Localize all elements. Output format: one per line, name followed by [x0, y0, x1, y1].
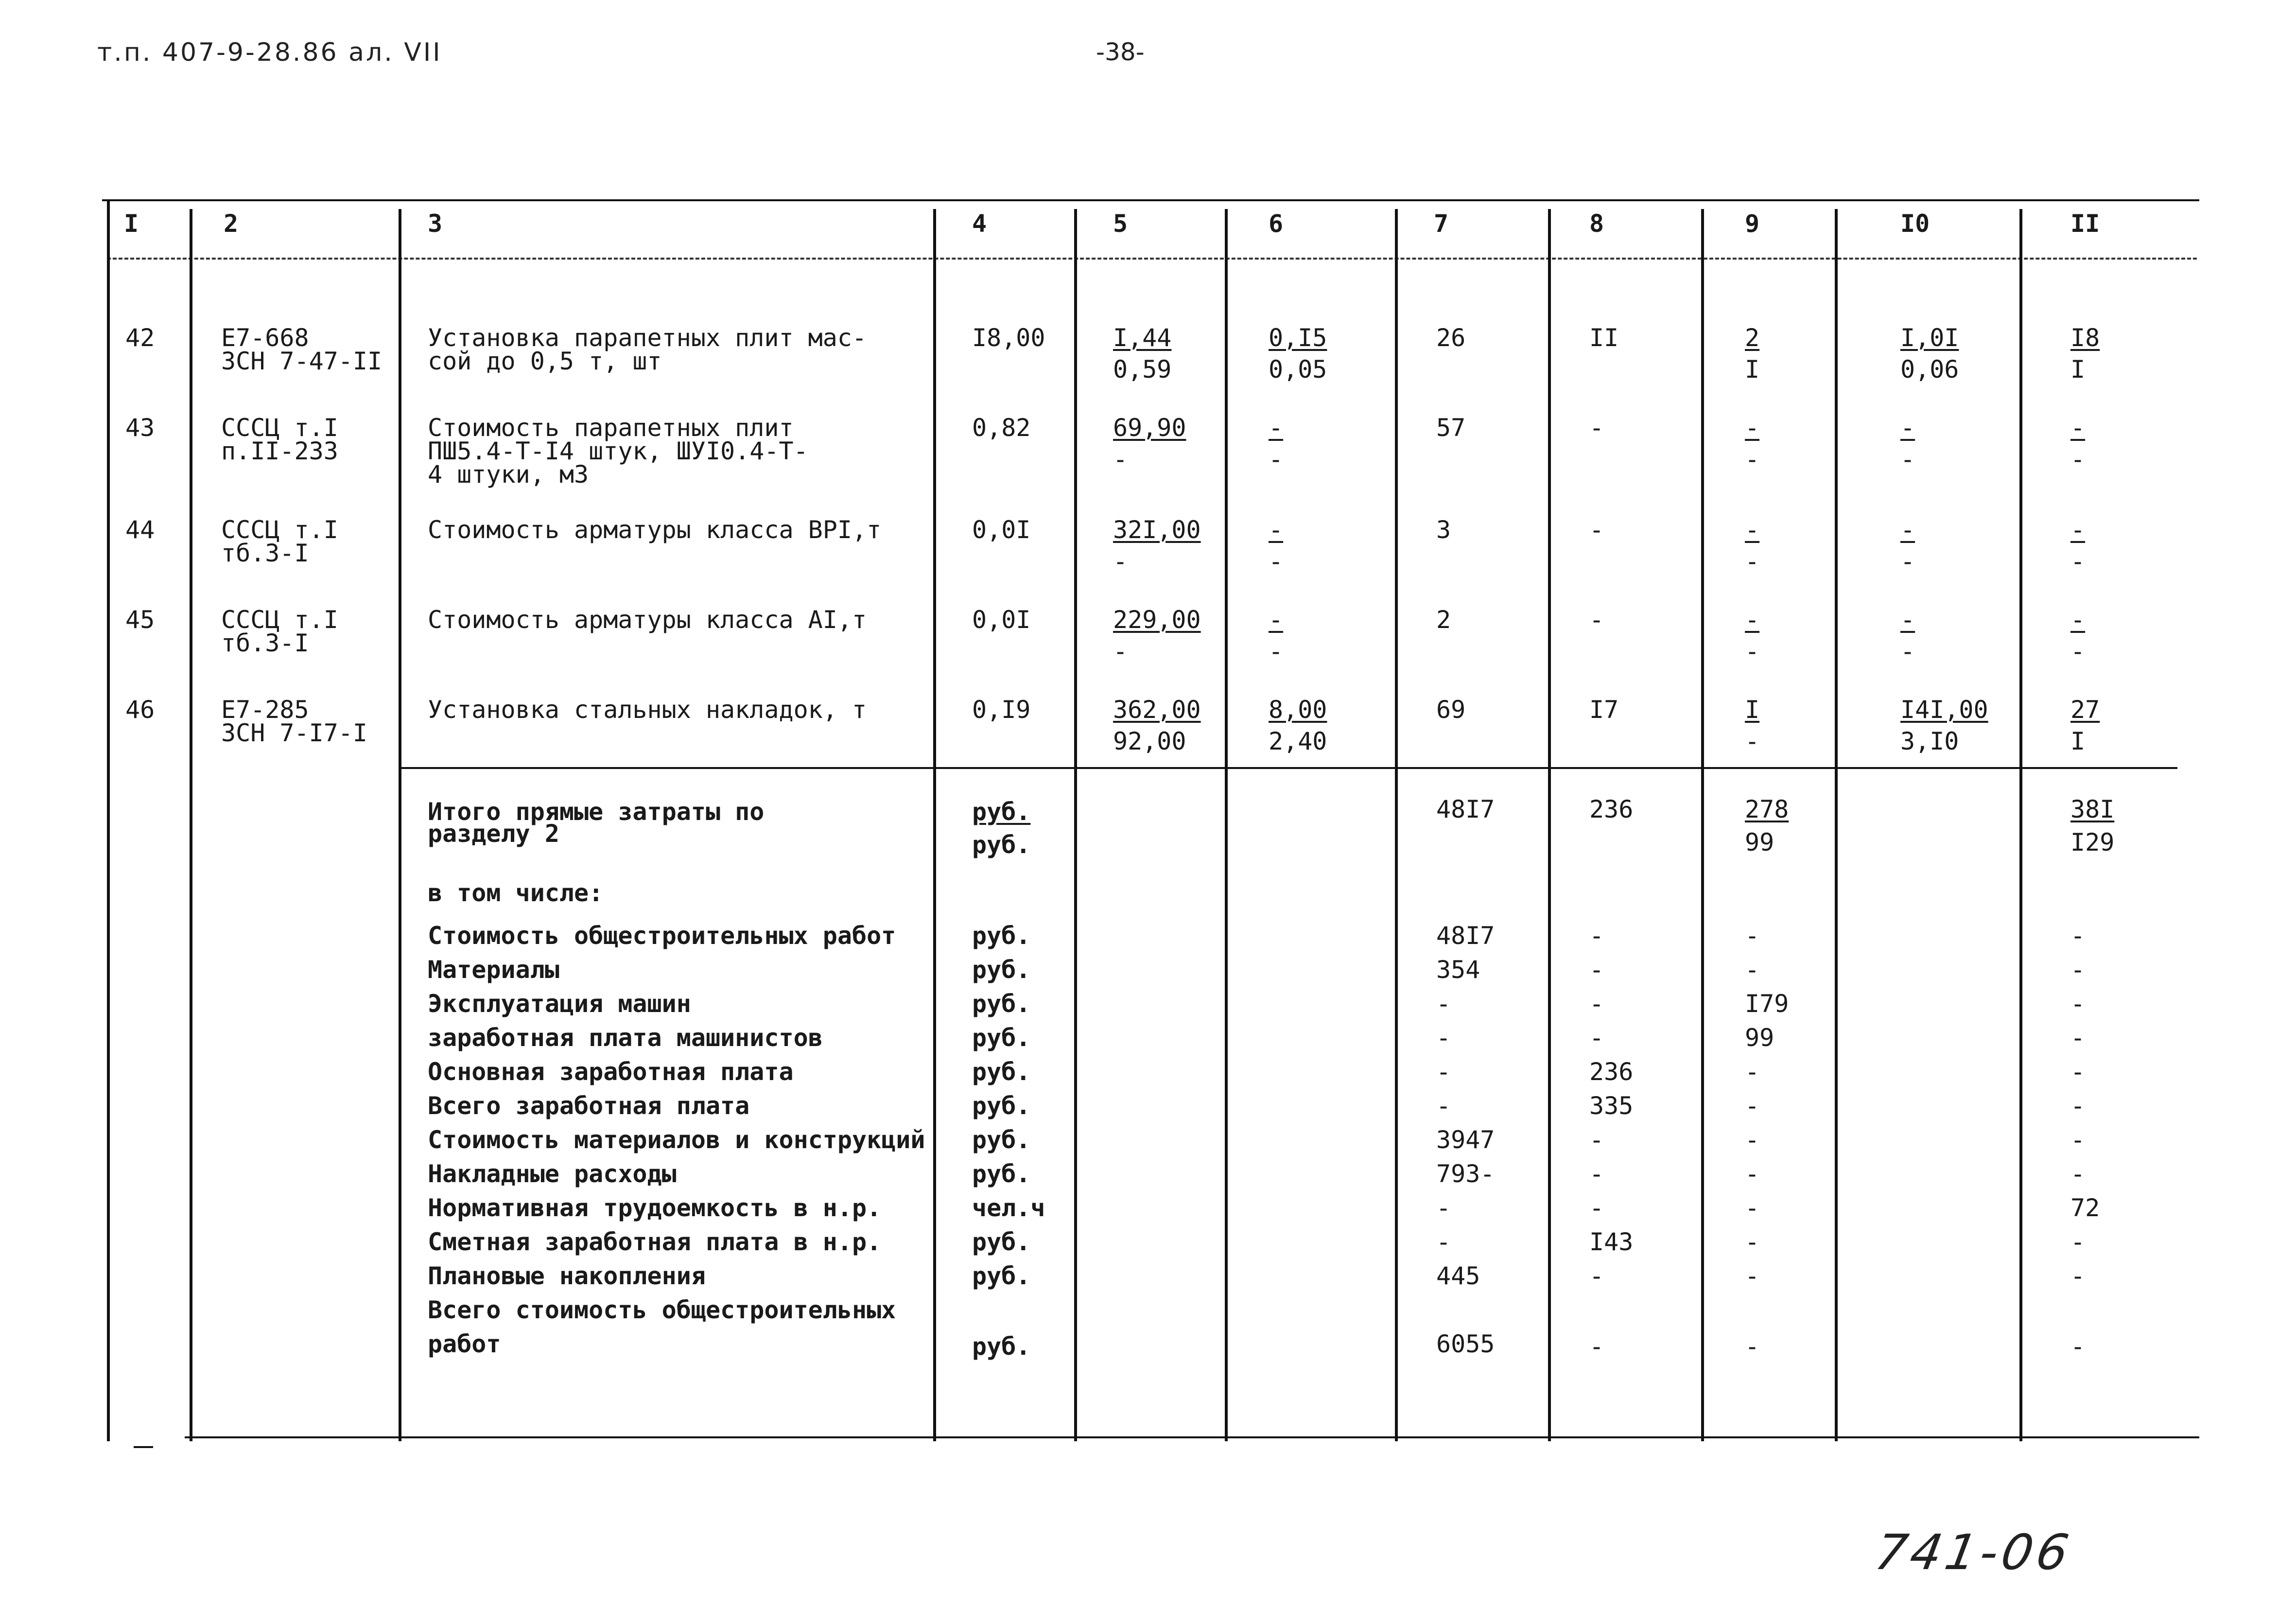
archive-stamp: 741-06: [1871, 1524, 2077, 1581]
summary-c9: -: [1745, 1194, 1760, 1222]
quantity: I8,00: [972, 324, 1045, 352]
summary-c11: -: [2070, 1228, 2086, 1256]
header-col-11: II: [2070, 210, 2100, 238]
price-code: СССЦ т.I: [221, 414, 338, 442]
value-c9-bottom: -: [1745, 727, 1760, 755]
column-divider-6: [1225, 209, 1228, 1441]
summary-c7: -: [1436, 1058, 1451, 1086]
price-code: Е7-285: [221, 696, 309, 724]
quantity: 0,0I: [972, 606, 1031, 634]
value-c11-bottom: -: [2070, 547, 2086, 576]
column-divider-1: [107, 199, 110, 1441]
summary-c7: 48I7: [1436, 922, 1495, 950]
column-divider-8: [1548, 209, 1551, 1441]
value-c10-top: I,0I: [1900, 324, 1959, 352]
value-c10-bottom: -: [1900, 547, 1915, 576]
summary-c11: -: [2070, 1058, 2086, 1086]
summary-c9: I79: [1745, 990, 1789, 1018]
work-name: Установка парапетных плит мас-: [428, 324, 867, 352]
summary-label: Нормативная трудоемкость в н.р.: [428, 1194, 882, 1222]
value-c9-top: -: [1745, 516, 1760, 544]
summary-c7: 354: [1436, 956, 1480, 984]
header-col-10: I0: [1900, 210, 1930, 238]
summary-c7: -: [1436, 1024, 1451, 1052]
summary-label: Материалы: [428, 956, 559, 984]
row-number: 46: [125, 696, 155, 724]
summary-label: Накладные расходы: [428, 1160, 677, 1188]
summary-c11: -: [2070, 1262, 2086, 1290]
column-divider-10: [1835, 209, 1838, 1441]
summary-unit: руб.: [972, 1024, 1031, 1052]
summary-unit: руб.: [972, 1160, 1031, 1188]
header-col-2: 2: [224, 210, 239, 238]
value-c11-top: -: [2070, 414, 2086, 442]
totals-unit: руб.: [972, 798, 1031, 826]
summary-c8: -: [1589, 1194, 1604, 1222]
summary-label: Стоимость материалов и конструкций: [428, 1126, 925, 1154]
summary-c7: -: [1436, 1092, 1451, 1120]
totals-c7: 48I7: [1436, 795, 1495, 823]
final-c11: -: [2070, 1332, 2086, 1361]
summary-c7: 445: [1436, 1262, 1480, 1290]
work-name: Стоимость парапетных плит: [428, 414, 794, 442]
price-code: СССЦ т.I: [221, 516, 338, 544]
summary-label: Плановые накопления: [428, 1262, 706, 1290]
summary-c9: -: [1745, 1058, 1760, 1086]
price-code: ЗСН 7-47-II: [221, 347, 383, 375]
row-number: 44: [125, 516, 155, 544]
column-divider-3: [399, 209, 401, 1441]
value-c8: -: [1589, 516, 1604, 544]
totals-c9-top: 278: [1745, 795, 1789, 823]
summary-label: Основная заработная плата: [428, 1058, 794, 1086]
summary-c9: -: [1745, 1262, 1760, 1290]
value-c10-top: -: [1900, 414, 1915, 442]
value-c9-bottom: -: [1745, 445, 1760, 473]
value-c6-top: 8,00: [1269, 696, 1327, 724]
page-number: -38-: [1096, 38, 1145, 66]
value-c5-bottom: 92,00: [1113, 727, 1186, 755]
totals-title: Итого прямые затраты по: [428, 798, 765, 826]
value-c6-bottom: 0,05: [1269, 355, 1327, 384]
value-c11-top: -: [2070, 606, 2086, 634]
quantity: 0,0I: [972, 516, 1031, 544]
header-col-7: 7: [1434, 210, 1449, 238]
column-divider-7: [1395, 209, 1398, 1441]
summary-unit: руб.: [972, 922, 1031, 950]
summary-c11: -: [2070, 1024, 2086, 1052]
price-code: СССЦ т.I: [221, 606, 338, 634]
header-col-8: 8: [1589, 210, 1604, 238]
header-col-9: 9: [1745, 210, 1760, 238]
summary-c9: -: [1745, 1228, 1760, 1256]
price-code: п.II-233: [221, 437, 338, 465]
value-c8: I7: [1589, 696, 1619, 724]
value-c11-top: 27: [2070, 696, 2100, 724]
summary-c11: 72: [2070, 1194, 2100, 1222]
value-c5-bottom: -: [1113, 445, 1128, 473]
table-top-rule: [102, 199, 2199, 201]
row-number: 42: [125, 324, 155, 352]
value-c6-top: -: [1269, 516, 1284, 544]
price-code: тб.3-I: [221, 629, 309, 657]
value-c9-top: 2: [1745, 324, 1760, 352]
row-number: 45: [125, 606, 155, 634]
value-c9-bottom: I: [1745, 355, 1760, 384]
value-c7: 3: [1436, 516, 1451, 544]
work-name: ПШ5.4-Т-I4 штук, ШУI0.4-Т-: [428, 437, 808, 465]
totals-unit-2: руб.: [972, 831, 1031, 859]
summary-c7: -: [1436, 1228, 1451, 1256]
price-code: тб.3-I: [221, 539, 309, 567]
final-c9: -: [1745, 1332, 1760, 1361]
value-c6-top: -: [1269, 414, 1284, 442]
summary-c8: 335: [1589, 1092, 1634, 1120]
work-name: Установка стальных накладок, т: [428, 696, 867, 724]
including-label: в том числе:: [428, 879, 604, 907]
value-c7: 57: [1436, 414, 1466, 442]
value-c5-top: 32I,00: [1113, 516, 1201, 544]
value-c6-top: 0,I5: [1269, 324, 1327, 352]
value-c6-bottom: -: [1269, 445, 1284, 473]
summary-c8: 236: [1589, 1058, 1634, 1086]
value-c9-top: -: [1745, 606, 1760, 634]
summary-label: Стоимость общестроительных работ: [428, 922, 896, 950]
summary-c9: -: [1745, 1126, 1760, 1154]
value-c5-bottom: -: [1113, 547, 1128, 576]
value-c10-top: I4I,00: [1900, 696, 1988, 724]
price-code: Е7-668: [221, 324, 309, 352]
table-bottom-rule: [185, 1436, 2199, 1438]
value-c10-bottom: 0,06: [1900, 355, 1959, 384]
value-c5-top: 362,00: [1113, 696, 1201, 724]
value-c7: 26: [1436, 324, 1466, 352]
summary-unit: чел.ч: [972, 1194, 1045, 1222]
value-c5-top: I,44: [1113, 324, 1172, 352]
summary-c9: -: [1745, 922, 1760, 950]
value-c11-top: -: [2070, 516, 2086, 544]
value-c11-top: I8: [2070, 324, 2100, 352]
value-c10-bottom: -: [1900, 637, 1915, 665]
summary-c7: 793-: [1436, 1160, 1495, 1188]
column-divider-2: [190, 209, 192, 1441]
price-code: ЗСН 7-I7-I: [221, 719, 368, 747]
totals-c11-top: 38I: [2070, 795, 2115, 823]
summary-unit: руб.: [972, 1228, 1031, 1256]
row-number: 43: [125, 414, 155, 442]
quantity: 0,82: [972, 414, 1031, 442]
final-label-2: работ: [428, 1330, 501, 1358]
summary-c9: 99: [1745, 1024, 1774, 1052]
header-col-5: 5: [1113, 210, 1128, 238]
summary-unit: руб.: [972, 1262, 1031, 1290]
value-c10-bottom: 3,I0: [1900, 727, 1959, 755]
summary-c8: I43: [1589, 1228, 1634, 1256]
summary-c9: -: [1745, 1092, 1760, 1120]
summary-unit: руб.: [972, 1058, 1031, 1086]
value-c9-top: -: [1745, 414, 1760, 442]
value-c11-bottom: I: [2070, 727, 2086, 755]
totals-title-2: разделу 2: [428, 820, 559, 848]
header-col-3: 3: [428, 210, 443, 238]
summary-c11: -: [2070, 1160, 2086, 1188]
summary-c8: -: [1589, 1024, 1604, 1052]
header-col-4: 4: [972, 210, 987, 238]
value-c8: II: [1589, 324, 1619, 352]
work-name: сой до 0,5 т, шт: [428, 347, 662, 375]
summary-label: заработная плата машинистов: [428, 1024, 823, 1052]
summary-c11: -: [2070, 922, 2086, 950]
value-c9-bottom: -: [1745, 637, 1760, 665]
work-name: Стоимость арматуры класса ВРI,т: [428, 516, 882, 544]
value-c6-top: -: [1269, 606, 1284, 634]
summary-label: Эксплуатация машин: [428, 990, 691, 1018]
summary-unit: руб.: [972, 990, 1031, 1018]
summary-c8: -: [1589, 956, 1604, 984]
totals-c9-bottom: 99: [1745, 828, 1774, 856]
value-c9-top: I: [1745, 696, 1760, 724]
summary-unit: руб.: [972, 1092, 1031, 1120]
table-bottom-rule-start: [134, 1446, 153, 1448]
value-c8: -: [1589, 606, 1604, 634]
final-c7: 6055: [1436, 1330, 1495, 1358]
value-c7: 2: [1436, 606, 1451, 634]
summary-c7: -: [1436, 1194, 1451, 1222]
value-c5-bottom: -: [1113, 637, 1128, 665]
totals-c11-bottom: I29: [2070, 828, 2115, 856]
summary-label: Всего заработная плата: [428, 1092, 750, 1120]
summary-c11: -: [2070, 990, 2086, 1018]
value-c6-bottom: -: [1269, 547, 1284, 576]
value-c10-top: -: [1900, 516, 1915, 544]
summary-c8: -: [1589, 1126, 1604, 1154]
summary-c11: -: [2070, 1092, 2086, 1120]
value-c5-top: 229,00: [1113, 606, 1201, 634]
value-c6-bottom: -: [1269, 637, 1284, 665]
value-c11-bottom: I: [2070, 355, 2086, 384]
value-c5-top: 69,90: [1113, 414, 1186, 442]
header-col-6: 6: [1269, 210, 1284, 238]
column-divider-5: [1074, 209, 1077, 1441]
header-col-1: I: [124, 210, 139, 238]
summary-c8: -: [1589, 990, 1604, 1018]
value-c11-bottom: -: [2070, 445, 2086, 473]
quantity: 0,I9: [972, 696, 1031, 724]
summary-c9: -: [1745, 1160, 1760, 1188]
summary-c7: -: [1436, 990, 1451, 1018]
value-c9-bottom: -: [1745, 547, 1760, 576]
document-code: т.п. 407-9-28.86 ал. VII: [97, 38, 442, 67]
value-c7: 69: [1436, 696, 1466, 724]
final-label: Всего стоимость общестроительных: [428, 1296, 896, 1324]
value-c8: -: [1589, 414, 1604, 442]
summary-c8: -: [1589, 1160, 1604, 1188]
value-c10-bottom: -: [1900, 445, 1915, 473]
summary-c8: -: [1589, 922, 1604, 950]
summary-unit: руб.: [972, 956, 1031, 984]
value-c6-bottom: 2,40: [1269, 727, 1327, 755]
rows-separator: [399, 767, 2177, 769]
summary-c8: -: [1589, 1262, 1604, 1290]
final-unit: руб.: [972, 1332, 1031, 1361]
value-c10-top: -: [1900, 606, 1915, 634]
summary-unit: руб.: [972, 1126, 1031, 1154]
header-separator: [107, 258, 2197, 260]
summary-c7: 3947: [1436, 1126, 1495, 1154]
column-divider-4: [933, 209, 936, 1441]
summary-c11: -: [2070, 956, 2086, 984]
final-c8: -: [1589, 1332, 1604, 1361]
value-c5-bottom: 0,59: [1113, 355, 1172, 384]
summary-c11: -: [2070, 1126, 2086, 1154]
work-name: 4 штуки, м3: [428, 460, 589, 489]
column-divider-11: [2019, 209, 2022, 1441]
summary-c9: -: [1745, 956, 1760, 984]
column-divider-9: [1701, 209, 1704, 1441]
totals-c8: 236: [1589, 795, 1634, 823]
summary-label: Сметная заработная плата в н.р.: [428, 1228, 882, 1256]
value-c11-bottom: -: [2070, 637, 2086, 665]
work-name: Стоимость арматуры класса АI,т: [428, 606, 867, 634]
